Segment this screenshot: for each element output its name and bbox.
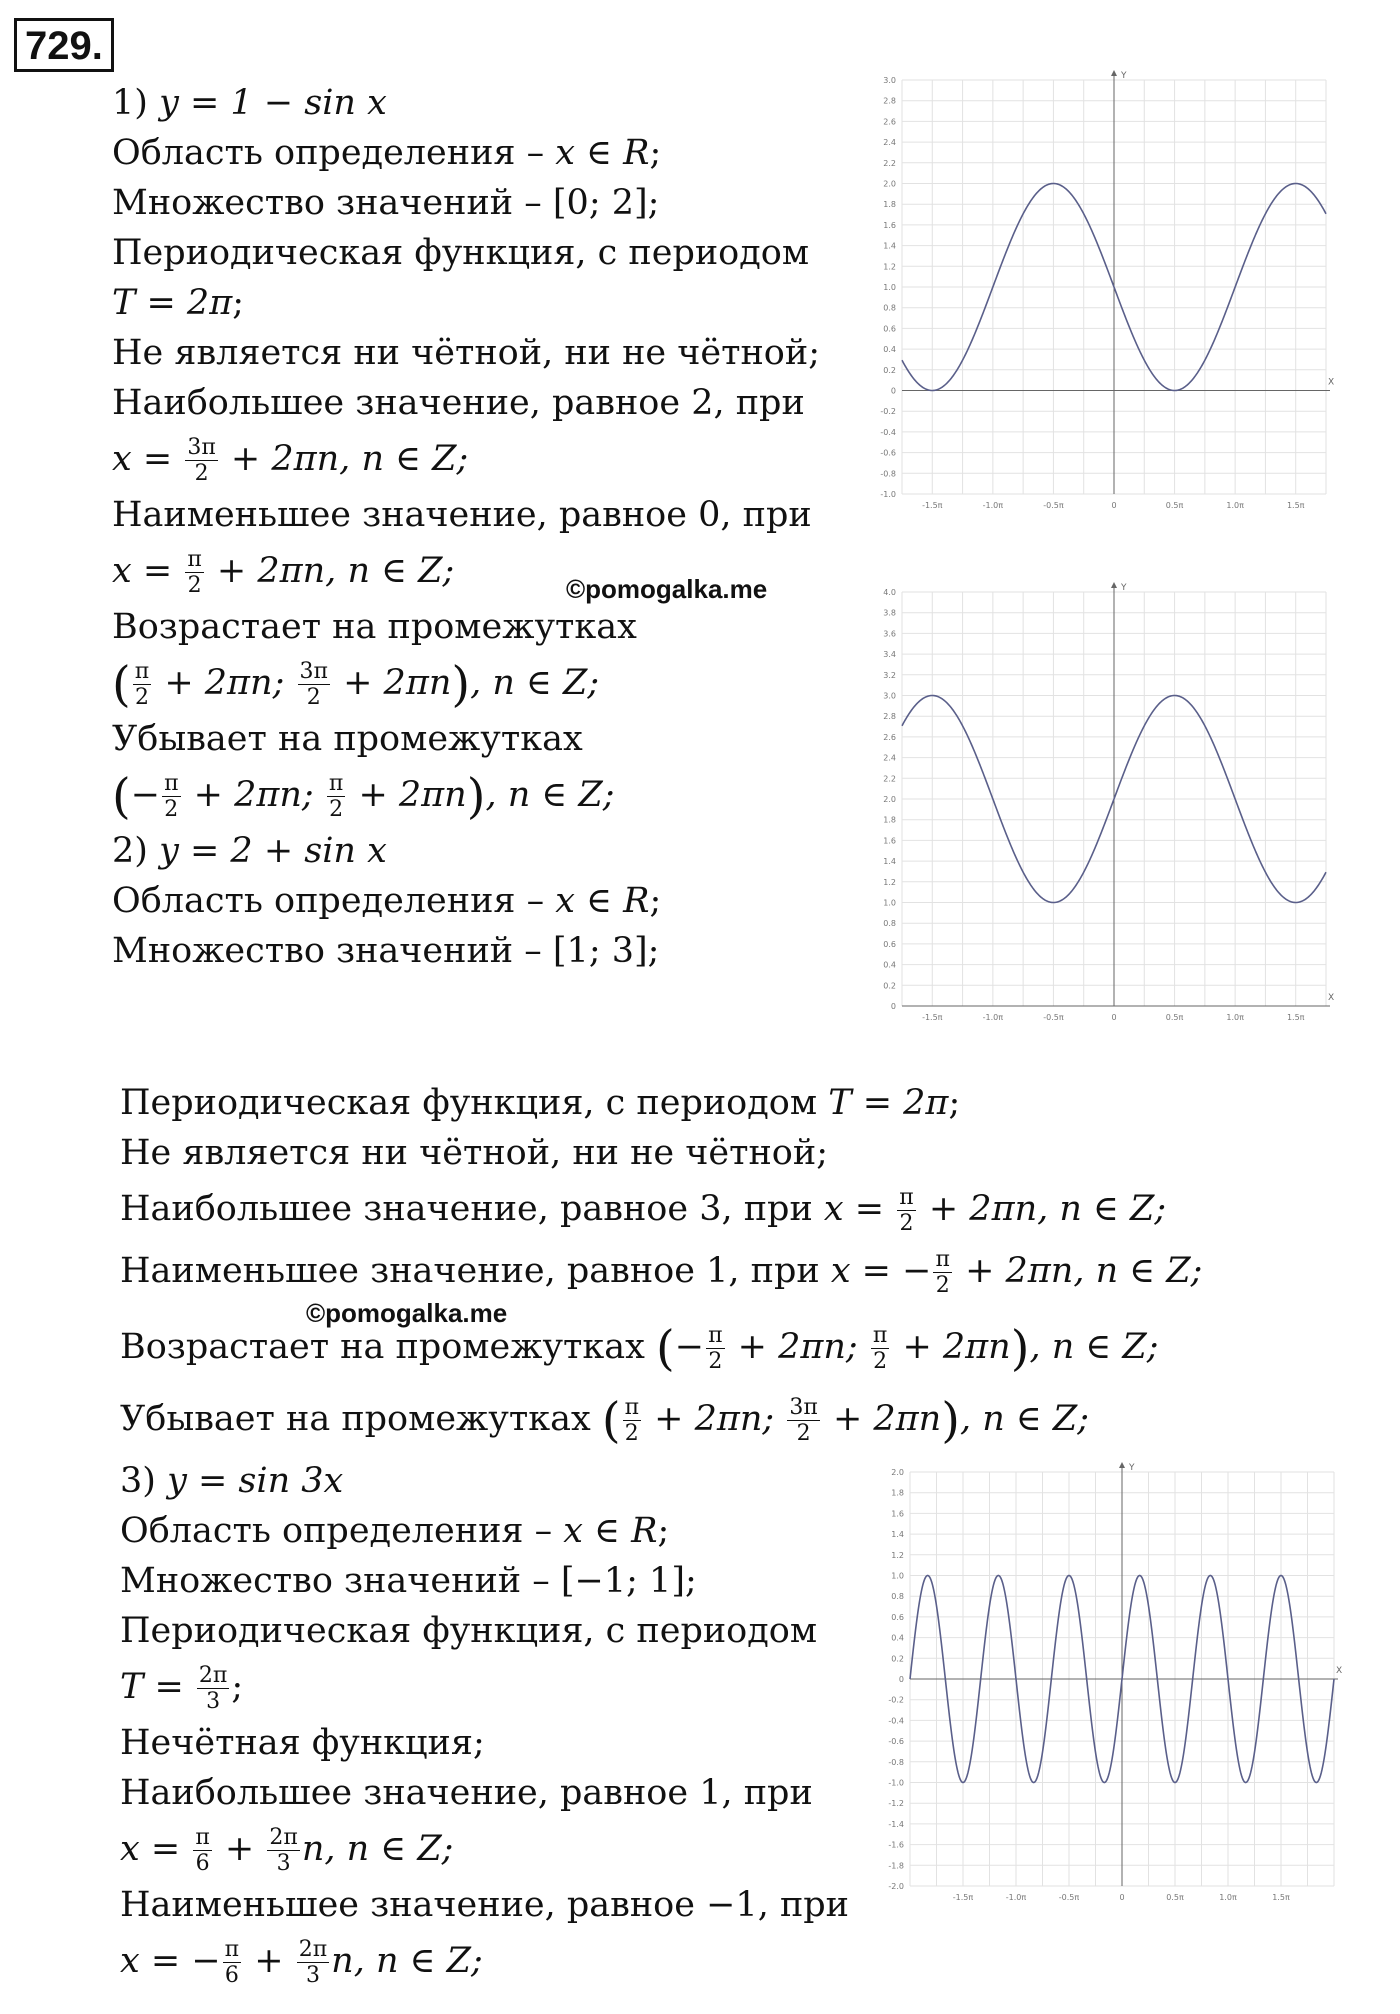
- y-tick-label: -0.8: [880, 469, 896, 479]
- y-tick-label: -1.4: [888, 1819, 904, 1829]
- y-tick-label: 0.6: [883, 939, 896, 949]
- y-tick-label: -0.4: [880, 427, 896, 437]
- y-tick-label: 0.2: [883, 365, 896, 375]
- x-tick-label: -1.0π: [982, 501, 1004, 510]
- x-tick-label: -0.5π: [1043, 501, 1064, 510]
- graph-1: [866, 64, 1336, 544]
- copyright-2: ©pomogalka.me: [306, 1298, 508, 1328]
- x-tick-label: -1.0π: [1005, 1893, 1027, 1902]
- y-axis-label: Y: [1129, 1463, 1135, 1473]
- x-tick-label: 1.5π: [1286, 501, 1305, 510]
- y-tick-label: 2.8: [883, 712, 896, 722]
- s3-range: Множество значений – [−1; 1];: [120, 1561, 697, 1601]
- y-tick-label: 0.2: [891, 1654, 904, 1664]
- y-tick-label: 1.0: [883, 898, 896, 908]
- s2-min: Наименьшее значение, равное 1, при x = − $\frac{\pi}{2}$ + 2πn, n ∈ Z;: [120, 1247, 1203, 1298]
- y-tick-label: 0: [890, 386, 896, 396]
- x-tick-label: 0: [1111, 1013, 1117, 1022]
- y-tick-label: -1.0: [880, 490, 896, 499]
- x-tick-label: 0.5π: [1165, 1013, 1184, 1022]
- y-tick-label: -0.2: [888, 1695, 904, 1705]
- y-tick-label: 1.6: [891, 1509, 904, 1519]
- s1-max-label: Наибольшее значение, равное 2, при: [112, 383, 805, 423]
- s2-domain: Область определения – x ∈ R;: [112, 881, 662, 921]
- s1-parity: Не является ни чётной, ни не чётной;: [112, 333, 820, 373]
- graph-2-svg: [866, 576, 1336, 1056]
- s1-period-value: T = 2π;: [112, 283, 244, 323]
- s3-parity: Нечётная функция;: [120, 1723, 485, 1763]
- y-tick-label: 3.0: [883, 691, 896, 701]
- s2-period: Периодическая функция, с периодом T = 2π;: [120, 1083, 961, 1123]
- x-tick-label: -1.0π: [982, 1013, 1004, 1022]
- s3-min-formula: x = − $\frac{\pi}{6}$ + $\frac{2\pi}{3}$ n, n ∈ Z;: [120, 1937, 483, 1988]
- x-tick-label: 0: [1119, 1893, 1125, 1902]
- y-tick-label: 3.4: [883, 650, 896, 660]
- x-tick-label: -0.5π: [1058, 1893, 1080, 1902]
- s2-parity: Не является ни чётной, ни не чётной;: [120, 1133, 828, 1173]
- y-tick-label: 1.8: [883, 815, 896, 825]
- y-tick-label: 2.6: [883, 117, 896, 127]
- y-tick-label: 0.4: [891, 1633, 904, 1643]
- y-tick-label: 1.0: [883, 283, 896, 292]
- s3-domain: Область определения – x ∈ R;: [120, 1511, 670, 1551]
- x-tick-label: 0: [1111, 501, 1117, 510]
- s1-inc-formula: ( $\frac{\pi}{2}$ + 2πn; $\frac{3\pi}{2}$ + 2πn), n ∈ Z;: [112, 656, 600, 713]
- s3-min-label: Наименьшее значение, равное −1, при: [120, 1885, 850, 1925]
- x-tick-label: 1.0π: [1226, 1013, 1244, 1022]
- y-tick-label: 1.6: [883, 220, 896, 230]
- graph-2: [866, 576, 1336, 1056]
- y-tick-label: 2.6: [883, 732, 896, 742]
- y-tick-label: 0: [890, 1002, 896, 1011]
- x-tick-label: 1.5π: [1272, 1893, 1290, 1902]
- x-tick-label: -1.5π: [952, 1893, 974, 1902]
- graph-1-svg: [866, 64, 1336, 544]
- s2-heading: 2) y = 2 + sin x: [112, 831, 387, 871]
- x-tick-label: 0.5π: [1165, 501, 1184, 510]
- x-axis-label: X: [1328, 993, 1335, 1003]
- s3-period-label: Периодическая функция, с периодом: [120, 1611, 818, 1651]
- y-axis-arrow: [1111, 582, 1117, 588]
- y-tick-label: 3.6: [883, 629, 896, 639]
- y-tick-label: 1.8: [883, 200, 896, 210]
- y-tick-label: 1.6: [883, 836, 896, 846]
- x-tick-label: 1.5π: [1286, 1013, 1305, 1022]
- x-tick-label: -1.5π: [922, 501, 943, 510]
- section-3: [120, 1456, 849, 1992]
- s1-dec-label: Убывает на промежутках: [112, 719, 583, 759]
- y-tick-label: 1.2: [891, 1550, 904, 1560]
- y-tick-label: -0.6: [880, 448, 896, 458]
- y-tick-label: 0.8: [891, 1592, 904, 1602]
- x-tick-label: 0.5π: [1166, 1893, 1184, 1902]
- y-tick-label: -0.8: [888, 1757, 904, 1767]
- s2-range: Множество значений – [1; 3];: [112, 931, 660, 971]
- y-tick-label: -1.0: [888, 1778, 904, 1788]
- x-tick-label: 1.0π: [1219, 1893, 1237, 1902]
- s2-max: Наибольшее значение, равное 3, при x = $\frac{\pi}{2}$ + 2πn, n ∈ Z;: [120, 1185, 1167, 1236]
- s1-range: Множество значений – [0; 2];: [112, 183, 660, 223]
- y-tick-label: 1.4: [883, 241, 896, 251]
- y-tick-label: 0.2: [883, 981, 896, 991]
- y-tick-label: -1.2: [888, 1799, 904, 1809]
- y-tick-label: 1.8: [891, 1488, 904, 1498]
- x-axis-label: X: [1328, 377, 1335, 388]
- y-tick-label: 0.4: [883, 345, 896, 355]
- y-tick-label: 3.8: [883, 608, 896, 618]
- y-tick-label: -0.6: [888, 1737, 904, 1747]
- s1-min-label: Наименьшее значение, равное 0, при: [112, 495, 812, 535]
- y-axis-label: Y: [1121, 583, 1127, 593]
- y-tick-label: 3.0: [883, 76, 896, 85]
- y-tick-label: 3.2: [883, 670, 896, 680]
- y-tick-label: 1.4: [891, 1530, 904, 1540]
- y-axis-arrow: [1119, 1462, 1125, 1468]
- s1-period-label: Периодическая функция, с периодом: [112, 233, 810, 273]
- x-tick-label: -0.5π: [1043, 1013, 1064, 1022]
- y-tick-label: 2.0: [883, 795, 896, 804]
- y-tick-label: 0.6: [891, 1612, 904, 1622]
- x-axis-label: X: [1336, 1666, 1343, 1676]
- y-axis-arrow: [1111, 70, 1117, 76]
- y-tick-label: 0.8: [883, 303, 896, 313]
- s1-max-formula: x = $\frac{3\pi}{2}$ + 2πn, n ∈ Z;: [112, 435, 469, 486]
- s2-decreasing: Убывает на промежутках ( $\frac{\pi}{2}$ + 2πn; $\frac{3\pi}{2}$ + 2πn), n ∈ Z;: [120, 1392, 1089, 1449]
- y-tick-label: -1.6: [888, 1840, 904, 1850]
- y-tick-label: 2.2: [883, 774, 896, 784]
- y-tick-label: 0.8: [883, 919, 896, 929]
- y-tick-label: 2.4: [883, 753, 896, 763]
- section-2-continued: [120, 1078, 1202, 1450]
- y-tick-label: 2.0: [883, 179, 896, 189]
- y-tick-label: -1.8: [888, 1861, 904, 1871]
- y-tick-label: 2.8: [883, 96, 896, 106]
- y-tick-label: 2.4: [883, 138, 896, 148]
- graph-3: [874, 1456, 1344, 1936]
- y-tick-label: 1.2: [883, 877, 896, 887]
- y-tick-label: 0: [898, 1675, 904, 1684]
- s3-heading: 3) y = sin 3x: [120, 1461, 344, 1501]
- graph-3-svg: [874, 1456, 1344, 1936]
- y-tick-label: 2.0: [891, 1468, 904, 1477]
- s1-inc-label: Возрастает на промежутках: [112, 607, 637, 647]
- y-tick-label: -0.4: [888, 1716, 904, 1726]
- y-tick-label: 1.0: [891, 1571, 904, 1581]
- section-1: [112, 78, 820, 976]
- y-tick-label: -0.2: [880, 407, 896, 417]
- y-tick-label: 2.2: [883, 158, 896, 168]
- y-tick-label: 0.6: [883, 324, 896, 334]
- y-tick-label: 4.0: [883, 588, 896, 597]
- s1-dec-formula: (− $\frac{\pi}{2}$ + 2πn; $\frac{\pi}{2}$ + 2πn), n ∈ Z;: [112, 768, 615, 825]
- problem-number: 729.: [14, 18, 114, 72]
- x-tick-label: 1.0π: [1226, 501, 1244, 510]
- s3-period-value: T = $\frac{2\pi}{3}$ ;: [120, 1663, 244, 1714]
- copyright-1: ©pomogalka.me: [566, 574, 768, 604]
- s1-min-formula: x = $\frac{\pi}{2}$ + 2πn, n ∈ Z;: [112, 547, 455, 598]
- y-tick-label: 1.4: [883, 857, 896, 867]
- s3-max-label: Наибольшее значение, равное 1, при: [120, 1773, 813, 1813]
- s3-max-formula: x = $\frac{\pi}{6}$ + $\frac{2\pi}{3}$ n, n ∈ Z;: [120, 1825, 454, 1876]
- s2-increasing: Возрастает на промежутках (− $\frac{\pi}{2}$ + 2πn; $\frac{\pi}{2}$ + 2πn), n ∈ Z;: [120, 1320, 1159, 1377]
- y-tick-label: 1.2: [883, 262, 896, 272]
- s1-domain: Область определения – x ∈ R;: [112, 133, 662, 173]
- x-tick-label: -1.5π: [922, 1013, 943, 1022]
- y-tick-label: -2.0: [888, 1882, 904, 1891]
- y-tick-label: 0.4: [883, 960, 896, 970]
- s1-heading: 1) y = 1 − sin x: [112, 83, 387, 123]
- y-axis-label: Y: [1121, 71, 1127, 81]
